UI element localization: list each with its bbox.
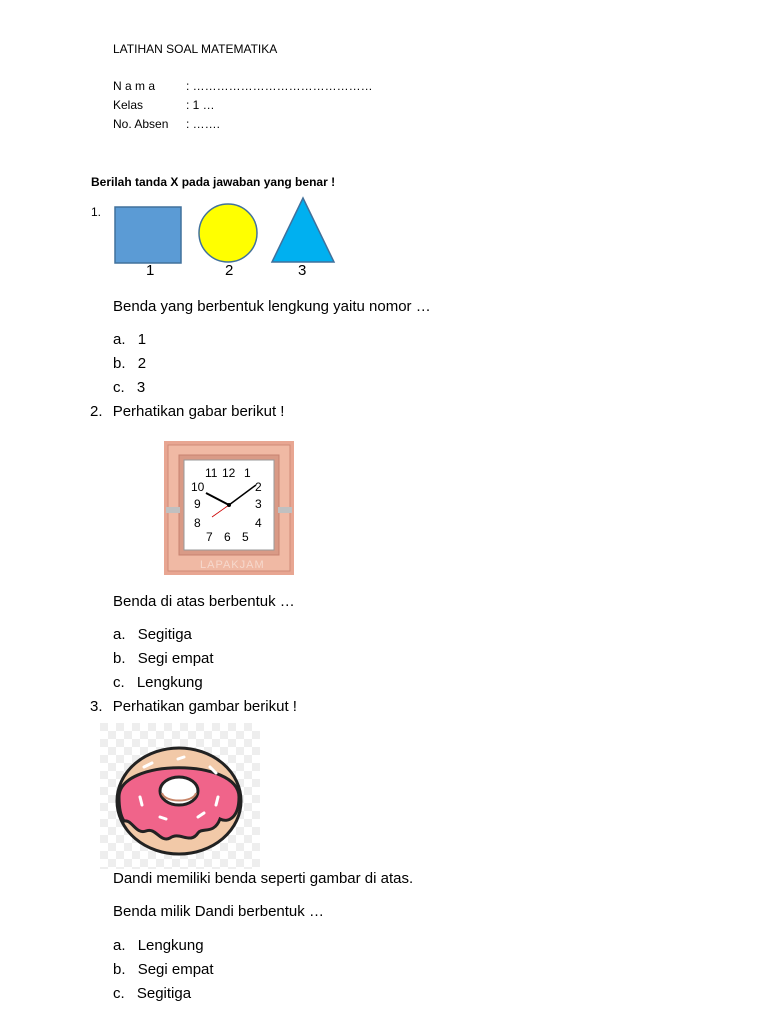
option-letter: b. xyxy=(113,355,126,372)
option-letter: a. xyxy=(113,626,126,643)
question-3-option-b[interactable] xyxy=(113,961,214,978)
absence-number-value: : ……. xyxy=(186,117,221,131)
clock-number-7: 7 xyxy=(206,530,213,544)
question-1-option-a[interactable] xyxy=(113,331,146,348)
class-value: : 1 … xyxy=(186,98,215,112)
shape-label-2: 2 xyxy=(225,262,234,279)
donut-icon xyxy=(117,748,241,854)
option-text: 1 xyxy=(137,331,147,348)
question-3-prompt: Benda milik Dandi berbentuk … xyxy=(113,903,324,920)
option-letter: a. xyxy=(113,331,126,348)
question-3-number: 3. xyxy=(90,698,103,715)
clock-watermark: LAPAKJAM xyxy=(200,559,265,571)
clock-number-5: 5 xyxy=(242,530,249,544)
triangle-shape xyxy=(272,198,334,262)
clock-number-11: 11 xyxy=(205,466,218,480)
option-text: Segitiga xyxy=(137,626,192,643)
clock-number-10: 10 xyxy=(191,480,205,494)
option-letter: c. xyxy=(113,985,125,1002)
question-2-option-b[interactable] xyxy=(113,650,214,667)
square-shape xyxy=(115,207,181,263)
question-3-option-a[interactable] xyxy=(113,937,204,954)
clock-number-8: 8 xyxy=(194,516,201,530)
absence-number-label: No. Absen xyxy=(113,117,169,131)
circle-shape xyxy=(199,204,257,262)
clock-number-9: 9 xyxy=(194,497,201,511)
clock-icon xyxy=(164,441,294,575)
clock-image xyxy=(164,441,294,575)
shapes-figure xyxy=(112,196,342,266)
question-1-option-c[interactable] xyxy=(113,379,145,396)
option-letter: c. xyxy=(113,674,125,691)
clock-number-1: 1 xyxy=(244,466,251,480)
shape-label-3: 3 xyxy=(298,262,307,279)
option-text: Segi empat xyxy=(137,961,214,978)
option-text: Lengkung xyxy=(136,674,203,691)
question-2-option-c[interactable] xyxy=(113,674,203,691)
donut-image xyxy=(100,723,260,869)
clock-number-4: 4 xyxy=(255,516,262,530)
option-letter: c. xyxy=(113,379,125,396)
name-label: N a m a xyxy=(113,79,156,93)
option-letter: b. xyxy=(113,961,126,978)
question-1-number: 1. xyxy=(91,205,102,219)
question-2-number: 2. xyxy=(90,403,103,420)
question-3-intro: Perhatikan gambar berikut ! xyxy=(112,698,297,715)
class-label: Kelas xyxy=(113,98,144,112)
name-value: : ……………………………………… xyxy=(186,79,373,93)
question-1-option-b[interactable] xyxy=(113,355,146,372)
option-letter: a. xyxy=(113,937,126,954)
question-2-option-a[interactable] xyxy=(113,626,192,643)
worksheet-title: LATIHAN SOAL MATEMATIKA xyxy=(113,42,278,56)
option-text: 2 xyxy=(137,355,147,372)
option-text: Segitiga xyxy=(136,985,192,1002)
option-letter: b. xyxy=(113,650,126,667)
question-1-prompt: Benda yang berbentuk lengkung yaitu nomor … xyxy=(113,298,431,315)
option-text: Lengkung xyxy=(137,937,204,954)
question-3-heading xyxy=(90,698,297,715)
question-3-sentence: Dandi memiliki benda seperti gambar di atas. xyxy=(113,870,414,887)
clock-number-6: 6 xyxy=(224,530,231,544)
clock-number-12: 12 xyxy=(222,466,236,480)
question-2-heading xyxy=(90,403,284,420)
option-text: 3 xyxy=(136,379,146,396)
question-2-prompt: Benda di atas berbentuk … xyxy=(113,593,295,610)
shape-label-1: 1 xyxy=(146,262,155,279)
clock-number-2: 2 xyxy=(255,480,262,494)
clock-number-3: 3 xyxy=(255,497,262,511)
option-text: Segi empat xyxy=(137,650,214,667)
question-2-intro: Perhatikan gabar berikut ! xyxy=(112,403,285,420)
instruction-text: Berilah tanda X pada jawaban yang benar ! xyxy=(91,175,336,189)
question-3-option-c[interactable] xyxy=(113,985,191,1002)
